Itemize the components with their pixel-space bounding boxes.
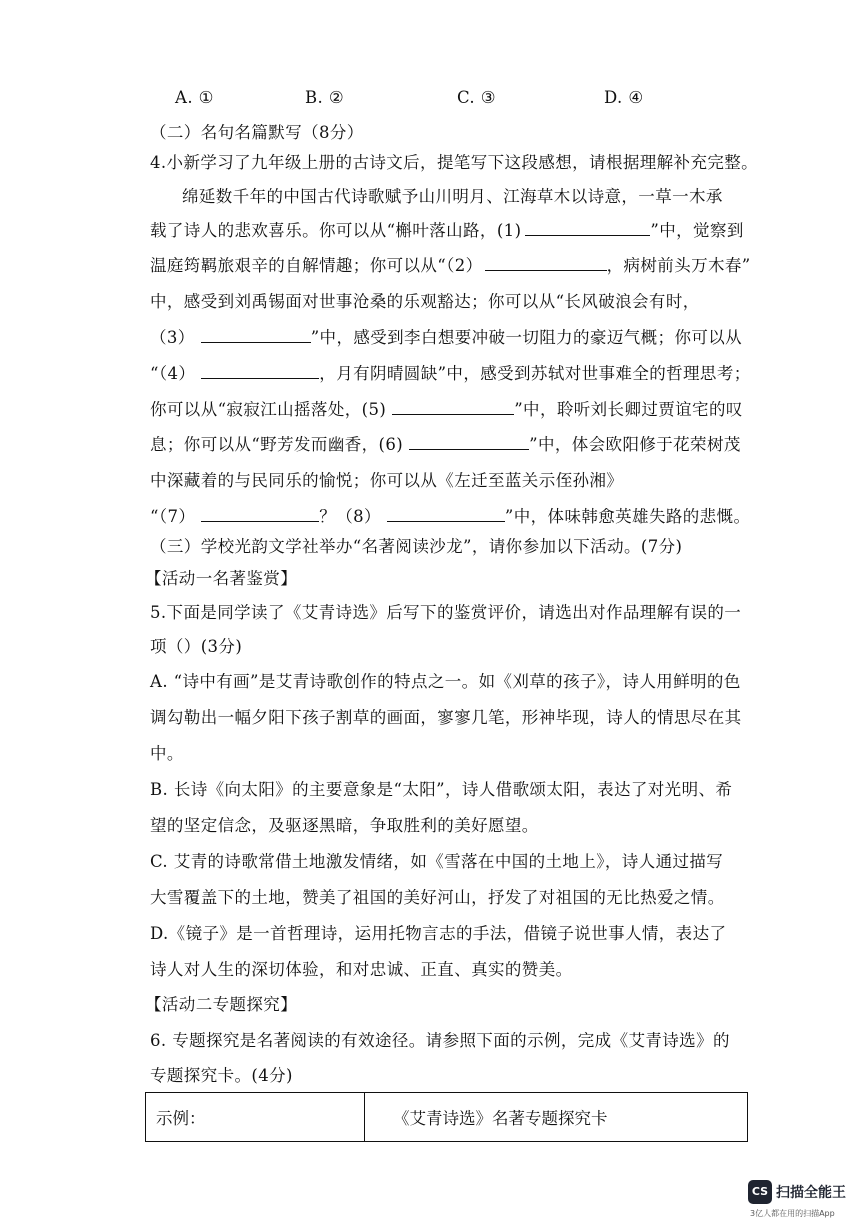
section2-heading: （二）名句名篇默写（8分） [150,123,364,142]
activity2-heading: 【活动二专题探究】 [145,995,298,1014]
table-cell-example-label: 示例： [146,1093,365,1142]
q4-para-line-6: “（4） ，月有阴晴圆缺”中，感受到苏轼对世事难全的哲理思考； [150,364,751,383]
watermark-subtitle: 3亿人都在用的扫描App [750,1209,835,1218]
section3-heading: （三）学校光韵文学社举办“名著阅读沙龙”，请你参加以下活动。(7分) [150,537,683,556]
table-cell-card-title: 《艾青诗选》名著专题探究卡 [365,1093,748,1142]
activity1-heading: 【活动一名著鉴赏】 [145,569,298,588]
q6-line-1: 6. 专题探究是名著阅读的有效途径。请参照下面的示例，完成《艾青诗选》的 [150,1031,730,1050]
q5-line-1: 5.下面是同学读了《艾青诗选》后写下的鉴赏评价，请选出对作品理解有误的一 [150,603,742,622]
inquiry-card-table [145,1092,748,1142]
q5-option-c-line-1: C. 艾青的诗歌常借土地激发情绪，如《雪落在中国的土地上》，诗人通过描写 [150,852,724,871]
answer-options-row [175,88,644,107]
q4-para-line-4: 中，感受到刘禹锡面对世事沧桑的乐观豁达；你可以从“长风破浪会有时， [150,292,700,311]
q4-para-line-3: 温庭筠羁旅艰辛的自解情趣；你可以从“（2） ，病树前头万木春” [150,256,751,275]
option-a: A. ① [175,88,214,107]
q4-para-line-8: 息；你可以从“野芳发而幽香，(6) ”中，体会欧阳修于花荣树茂 [150,435,741,454]
blank-4[interactable] [201,363,319,379]
scanner-watermark [748,1180,860,1222]
option-d: D. ④ [604,88,644,107]
q5-line-2: 项（）(3分) [150,637,243,656]
option-c: C. ③ [457,88,496,107]
q4-para-line-7: 你可以从“寂寂江山摇落处，(5) ”中，聆听刘长卿过贾谊宅的叹 [150,400,743,419]
blank-8[interactable] [387,506,505,522]
table-row [146,1093,748,1142]
q4-para-line-1: 绵延数千年的中国古代诗歌赋予山川明月、江海草木以诗意，一草一木承 [182,187,723,206]
q4-para-line-5: （3） ”中，感受到李白想要冲破一切阻力的豪迈气概；你可以从 [150,328,743,347]
q5-option-d-line-2: 诗人对人生的深切体验，和对忠诚、正直、真实的赞美。 [150,960,573,979]
q5-option-a-line-3: 中。 [150,744,184,763]
q5-option-a-line-2: 调勾勒出一幅夕阳下孩子割草的画面，寥寥几笔，形神毕现，诗人的情思尽在其 [150,708,742,727]
q5-option-d-line-1: D.《镜子》是一首哲理诗，运用托物言志的手法，借镜子说世事人情，表达了 [150,924,727,943]
q5-option-b-line-2: 望的坚定信念，及驱逐黑暗，争取胜利的美好愿望。 [150,816,539,835]
blank-1[interactable] [525,220,650,236]
blank-3[interactable] [201,327,311,343]
watermark-name: 扫描全能王 [776,1185,846,1201]
blank-6[interactable] [409,434,529,450]
q4-para-line-9: 中深藏着的与民同乐的愉悦；你可以从《左迁至蓝关示侄孙湘》 [150,471,624,490]
q5-option-a-line-1: A. “诗中有画”是艾青诗歌创作的特点之一。如《刈草的孩子》，诗人用鲜明的色 [150,672,741,691]
q4-intro: 4.小新学习了九年级上册的古诗文后，提笔写下这段感想，请根据理解补充完整。 [150,153,759,172]
blank-2[interactable] [485,255,607,271]
camscanner-logo-icon: CS [748,1180,772,1204]
q4-para-line-10: “（7） ？（8） ”中，体味韩愈英雄失路的悲慨。 [150,507,751,526]
option-b: B. ② [305,88,345,107]
q5-option-b-line-1: B. 长诗《向太阳》的主要意象是“太阳”，诗人借歌颂太阳，表达了对光明、希 [150,780,733,799]
q4-para-line-2: 载了诗人的悲欢喜乐。你可以从“槲叶落山路，(1) ”中，觉察到 [150,221,744,240]
q6-line-2: 专题探究卡。(4分) [150,1066,293,1085]
blank-5[interactable] [392,399,514,415]
blank-7[interactable] [201,506,319,522]
q5-option-c-line-2: 大雪覆盖下的土地，赞美了祖国的美好河山，抒发了对祖国的无比热爱之情。 [150,888,725,907]
